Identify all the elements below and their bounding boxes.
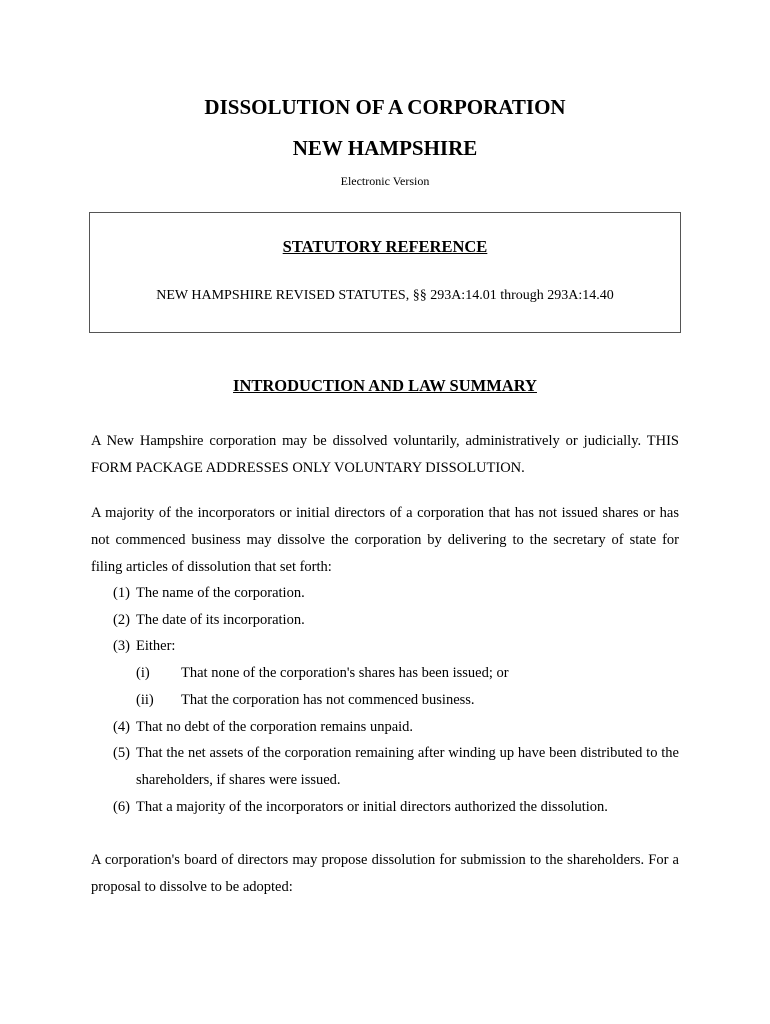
state-title: NEW HAMPSHIRE xyxy=(292,136,478,160)
sub-list-item-text: That none of the corporation's shares has been issued; or xyxy=(181,665,509,682)
list-item-number: (4) xyxy=(113,718,130,735)
articles-requirements-list xyxy=(113,580,679,820)
list-item xyxy=(113,794,679,821)
document-title: DISSOLUTION OF A CORPORATION xyxy=(204,95,566,119)
intro-paragraph-2: A majority of the incorporators or initial directors of a corporation that has not issued shares or has not commenced business may dissolve the corporation by delivering to the secretary of state for filing articles of dissolution that set forth: xyxy=(91,505,679,575)
list-item-number: (1) xyxy=(113,585,130,601)
list-item xyxy=(113,580,679,607)
statutory-reference-box xyxy=(89,212,681,333)
intro-paragraph-1: A New Hampshire corporation may be dissolved voluntarily, administratively or judicially. THIS FORM PACKAGE ADDRESSES ONLY VOLUNTARY DISSOLUTION. xyxy=(91,433,679,476)
sub-list-item-number: (i) xyxy=(136,665,150,682)
list-item xyxy=(113,740,679,793)
sub-list-item xyxy=(113,687,679,714)
list-item-text: That a majority of the incorporators or initial directors authorized the dissolution. xyxy=(136,798,608,815)
statutory-reference-text: NEW HAMPSHIRE REVISED STATUTES, §§ 293A:14.01 through 293A:14.40 xyxy=(156,288,614,303)
intro-heading: INTRODUCTION AND LAW SUMMARY xyxy=(233,376,537,395)
list-item xyxy=(113,633,679,660)
intro-paragraph-3: A corporation's board of directors may propose dissolution for submission to the shareholders. For a proposal to dissolve to be adopted: xyxy=(91,852,679,895)
sub-list-item-number: (ii) xyxy=(136,691,154,708)
list-item-number: (2) xyxy=(113,611,130,628)
list-item-number: (3) xyxy=(113,638,130,655)
sub-list-item xyxy=(113,660,679,687)
list-item xyxy=(113,714,679,741)
statutory-reference-heading: STATUTORY REFERENCE xyxy=(282,237,488,256)
sub-list-item-text: That the corporation has not commenced business. xyxy=(181,691,475,708)
list-item xyxy=(113,607,679,634)
list-item-text: The date of its incorporation. xyxy=(136,611,305,628)
list-item-text: The name of the corporation. xyxy=(136,585,305,601)
list-item-text: That the net assets of the corporation remaining after winding up have been distributed to the shareholders, if shares were issued. xyxy=(136,745,679,788)
version-subtitle: Electronic Version xyxy=(340,174,430,188)
list-item-number: (5) xyxy=(113,745,130,762)
list-item-number: (6) xyxy=(113,798,130,815)
list-item-text: That no debt of the corporation remains unpaid. xyxy=(136,718,414,735)
list-item-text: Either: xyxy=(136,638,176,655)
